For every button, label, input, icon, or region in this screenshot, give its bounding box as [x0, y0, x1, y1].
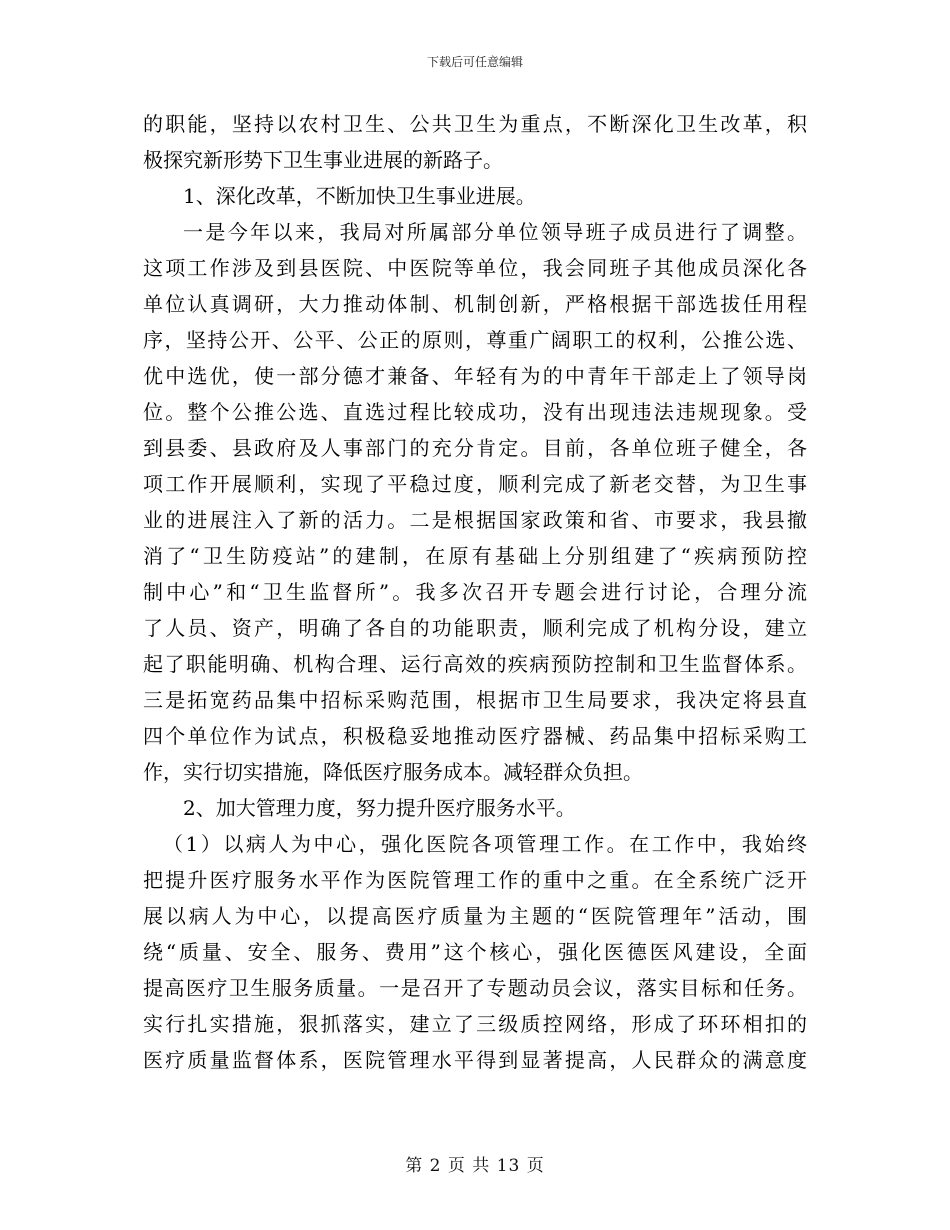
section-heading-2: 2、加大管理力度，努力提升医疗服务水平。	[183, 796, 576, 820]
section-heading-1: 1、深化改革，不断加快卫生事业进展。	[183, 184, 536, 208]
paragraph-line: 业的进展注入了新的活力。二是根据国家政策和省、市要求，我县撤	[143, 508, 807, 532]
paragraph-line: 作，实行切实措施，降低医疗服务成本。减轻群众负担。	[143, 760, 643, 784]
paragraph-line: 的职能，坚持以农村卫生、公共卫生为重点，不断深化卫生改革，积	[143, 112, 807, 136]
paragraph-line: 起了职能明确、机构合理、运行高效的疾病预防控制和卫生监督体系。	[143, 652, 807, 676]
paragraph-line: 单位认真调研，大力推动体制、机制创新，严格根据干部选拔任用程	[143, 292, 807, 316]
paragraph-line: 优中选优，使一部分德才兼备、年轻有为的中青年干部走上了领导岗	[143, 364, 807, 388]
paragraph-line: 四个单位作为试点，积极稳妥地推动医疗器械、药品集中招标采购工	[143, 724, 807, 748]
paragraph-line: 实行扎实措施，狠抓落实，建立了三级质控网络，形成了环环相扣的	[143, 1012, 807, 1036]
paragraph-line: 到县委、县政府及人事部门的充分肯定。目前，各单位班子健全，各	[143, 436, 807, 460]
paragraph-line: 位。整个公推公选、直选过程比较成功，没有出现违法违规现象。受	[143, 400, 807, 424]
paragraph-line: 消了“卫生防疫站”的建制，在原有基础上分别组建了“疾病预防控	[143, 544, 807, 568]
paragraph-line: 极探究新形势下卫生事业进展的新路子。	[143, 148, 503, 172]
page-number-footer: 第 2 页 共 13 页	[405, 1156, 545, 1176]
paragraph-line: 这项工作涉及到县医院、中医院等单位，我会同班子其他成员深化各	[143, 256, 807, 280]
paragraph-line: 序，坚持公开、公平、公正的原则，尊重广阔职工的权利，公推公选、	[143, 328, 807, 352]
document-body	[143, 106, 807, 1078]
paragraph-line: 一是今年以来，我局对所属部分单位领导班子成员进行了调整。	[183, 220, 807, 244]
subsection-heading-1: （1）以病人为中心，强化医院各项管理工作。在工作中，我始终	[163, 832, 807, 856]
paragraph-line: 展以病人为中心，以提高医疗质量为主题的“医院管理年”活动，围	[143, 904, 807, 928]
paragraph-line: 了人员、资产，明确了各自的功能职责，顺利完成了机构分设，建立	[143, 616, 807, 640]
paragraph-line: 制中心”和“卫生监督所”。我多次召开专题会进行讨论，合理分流	[143, 580, 807, 604]
paragraph-line: 把提升医疗服务水平作为医院管理工作的重中之重。在全系统广泛开	[143, 868, 807, 892]
paragraph-line: 三是拓宽药品集中招标采购范围，根据市卫生局要求，我决定将县直	[143, 688, 807, 712]
paragraph-line: 医疗质量监督体系，医院管理水平得到显著提高，人民群众的满意度	[143, 1048, 807, 1072]
paragraph-line: 项工作开展顺利，实现了平稳过度，顺利完成了新老交替，为卫生事	[143, 472, 807, 496]
page-header: 下载后可任意编辑	[426, 55, 523, 69]
paragraph-line: 绕“质量、安全、服务、费用”这个核心，强化医德医风建设，全面	[143, 940, 807, 964]
paragraph-line: 提高医疗卫生服务质量。一是召开了专题动员会议，落实目标和任务。	[143, 976, 807, 1000]
